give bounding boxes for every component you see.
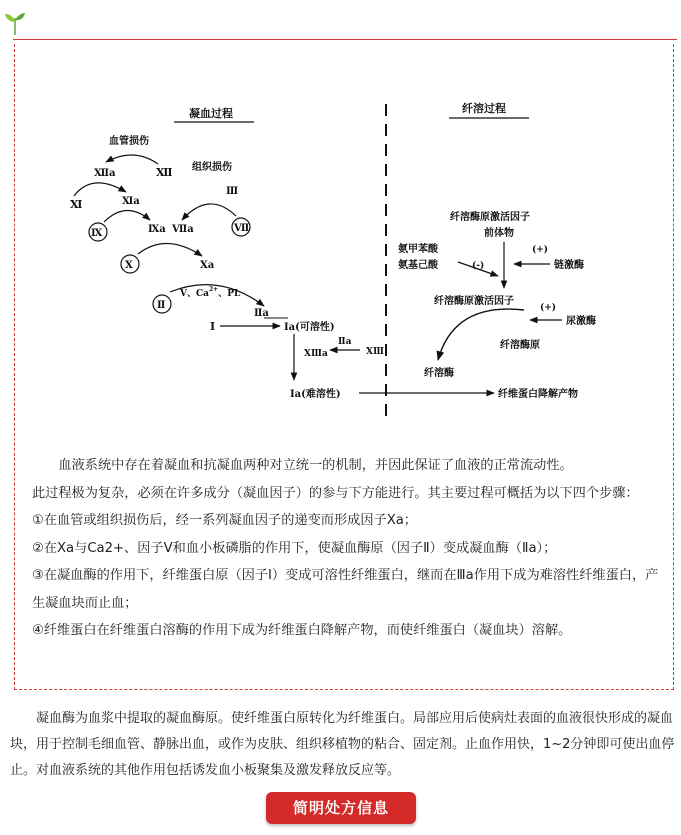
label-XIa: Ⅺa bbox=[122, 196, 140, 207]
label-plasminogen: 纤溶酶原 bbox=[500, 340, 540, 351]
label-Ia-insoluble: Ⅰa(难溶性) bbox=[290, 389, 341, 400]
label-IIa-2: Ⅱa bbox=[338, 337, 352, 347]
intro-line-2: 此过程极为复杂，必须在许多成分（凝血因子）的参与下方能进行。其主要过程可概括为以下四个步骤： bbox=[32, 485, 639, 501]
arrow-plasminogen-plasmin bbox=[438, 309, 524, 360]
label-XIIa: Ⅻa bbox=[94, 168, 116, 179]
label-Ia-soluble: Ⅰa(可溶性) bbox=[284, 322, 335, 333]
right-title: 纤溶过程 bbox=[462, 102, 506, 115]
label-aminocaproic: 氨基己酸 bbox=[398, 260, 438, 271]
step-2: ②在Xa与Ca2+、因子V和血小板磷脂的作用下，使凝血酶原（因子Ⅱ）变成凝血酶（Ⅱa）； bbox=[32, 540, 557, 556]
label-IIa-1: Ⅱa bbox=[254, 308, 269, 319]
left-title: 凝血过程 bbox=[189, 107, 233, 120]
label-VII: Ⅶ bbox=[234, 223, 250, 234]
arrow-XI-XIa bbox=[74, 183, 126, 196]
label-XIIIa: ⅩⅢa bbox=[304, 349, 328, 359]
label-tissue-injury: 组织损伤 bbox=[192, 162, 232, 173]
label-IXa: Ⅸa bbox=[148, 224, 166, 235]
step-1: ①在血管或组织损伤后，经一系列凝血因子的递变而形成因子Xa； bbox=[32, 513, 417, 528]
step-4: ④纤维蛋白在纤维蛋白溶酶的作用下成为纤维蛋白降解产物，而使纤维蛋白（凝血块）溶解。 bbox=[32, 623, 572, 638]
label-IX: Ⅸ bbox=[91, 228, 103, 239]
inner-description bbox=[32, 452, 664, 645]
label-plasmin: 纤溶酶 bbox=[424, 368, 454, 379]
label-activator-precursor-1: 纤溶酶原激活因子 bbox=[450, 212, 530, 223]
label-X: Ⅹ bbox=[125, 260, 133, 271]
label-vessel-injury: 血管损伤 bbox=[109, 136, 149, 147]
arrow-XII-XIIa bbox=[106, 155, 158, 164]
coagulation-diagram bbox=[54, 92, 640, 432]
label-minus: (-) bbox=[472, 261, 485, 271]
label-plus-2: (+) bbox=[540, 303, 557, 313]
label-II: Ⅱ bbox=[157, 300, 166, 311]
intro-line-1: 血液系统中存在着凝血和抗凝血两种对立统一的机制，并因此保证了血液的正常流动性。 bbox=[58, 458, 573, 473]
label-XIII: ⅩⅢ bbox=[366, 347, 384, 357]
outer-description bbox=[10, 706, 676, 784]
label-VIIa: Ⅶa bbox=[172, 224, 194, 235]
label-activator: 纤溶酶原激活因子 bbox=[434, 296, 514, 307]
label-XI: Ⅺ bbox=[70, 198, 83, 211]
label-streptokinase: 链激酶 bbox=[554, 260, 584, 271]
prescription-info-button[interactable]: 简明处方信息 bbox=[266, 792, 416, 824]
step-3: ③在凝血酶的作用下，纤维蛋白原（因子Ⅰ）变成可溶性纤维蛋白，继而在Ⅲa作用下成为难溶性纤维蛋白，产生凝血块而止血； bbox=[32, 568, 659, 611]
arrow-IX-IXa bbox=[104, 210, 150, 222]
label-urokinase: 尿激酶 bbox=[566, 316, 596, 327]
arrow-VII-VIIa bbox=[182, 204, 236, 220]
label-I: Ⅰ bbox=[210, 320, 216, 333]
label-aminomethylbenzoic: 氨甲苯酸 bbox=[398, 244, 438, 255]
label-activator-precursor-2: 前体物 bbox=[484, 228, 514, 239]
label-fibrin-degradation: 纤维蛋白降解产物 bbox=[498, 389, 578, 400]
label-plus-1: (+) bbox=[532, 245, 549, 255]
label-Xa: Ⅹa bbox=[200, 260, 215, 271]
label-III: Ⅲ bbox=[226, 186, 239, 197]
arrow-X-Xa bbox=[138, 243, 202, 256]
label-cofactors: V、$Ca^{2+}$、PL bbox=[180, 286, 241, 299]
coagulation-diagram-svg bbox=[54, 92, 640, 432]
label-XII: Ⅻ bbox=[156, 166, 173, 179]
outer-paragraph: 凝血酶为血浆中提取的凝血酶原。使纤维蛋白原转化为纤维蛋白。局部应用后使病灶表面的血液很快形成的凝血块，用于控制毛细血管、静脉出血，或作为皮肤、组织移植物的粘合、固定剂。止血作用快，1~2分钟即可使出血停止。对血液系统的其他作用包括诱发血小板聚集及激发释放反应等。 bbox=[10, 711, 675, 778]
leaf-icon bbox=[4, 10, 26, 36]
